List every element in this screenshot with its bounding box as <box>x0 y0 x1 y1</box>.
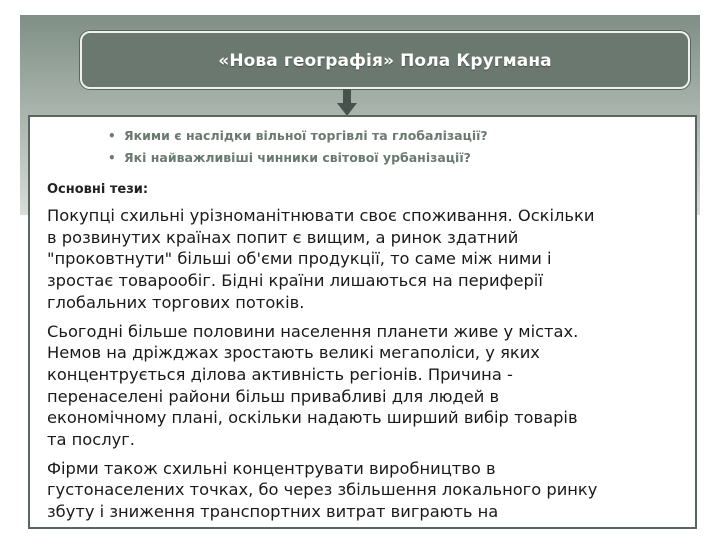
bullet-icon: • <box>108 151 116 165</box>
title-banner <box>80 31 690 89</box>
thesis-paragraph: Покупці схильні урізноманітнювати своє споживання. Оскільки в розвинутих країнах попит є вищим, а ринок здатний "проковтнути" більші об'єми продукції, то саме між ними і зростає товарообіг. Бідні країни лишаються на периферії глобальних торгових потоків. <box>47 206 595 312</box>
questions-list <box>108 125 488 169</box>
thesis-paragraph: Сьогодні більше половини населення планети живе у містах. Немов на дріжджах зростають великі мегаполіси, у яких концентрується ділова активність регіонів. Причина - перенаселені райони більш привабливі для людей в економічному плані, оскільки надають ширший вибір товарів та послуг. <box>47 321 579 450</box>
content-panel <box>28 115 697 529</box>
thesis-paragraph: Фірми також схильні концентрувати виробництво в густонаселених точках, бо через збільшення локального ринку збуту і зниження транспортних витрат виграють на <box>47 458 598 522</box>
question-item <box>108 147 488 169</box>
question-text: Якими є наслідки вільної торгівлі та глобалізації? <box>124 128 488 143</box>
slide-title: «Нова географія» Пола Кругмана <box>218 51 552 71</box>
question-item <box>108 125 488 147</box>
question-text: Які найважливіші чинники світової урбанізації? <box>124 150 471 165</box>
down-arrow-icon <box>337 89 357 117</box>
theses-heading: Основні тези: <box>47 182 149 197</box>
theses-body <box>47 205 692 529</box>
bullet-icon: • <box>108 129 116 143</box>
